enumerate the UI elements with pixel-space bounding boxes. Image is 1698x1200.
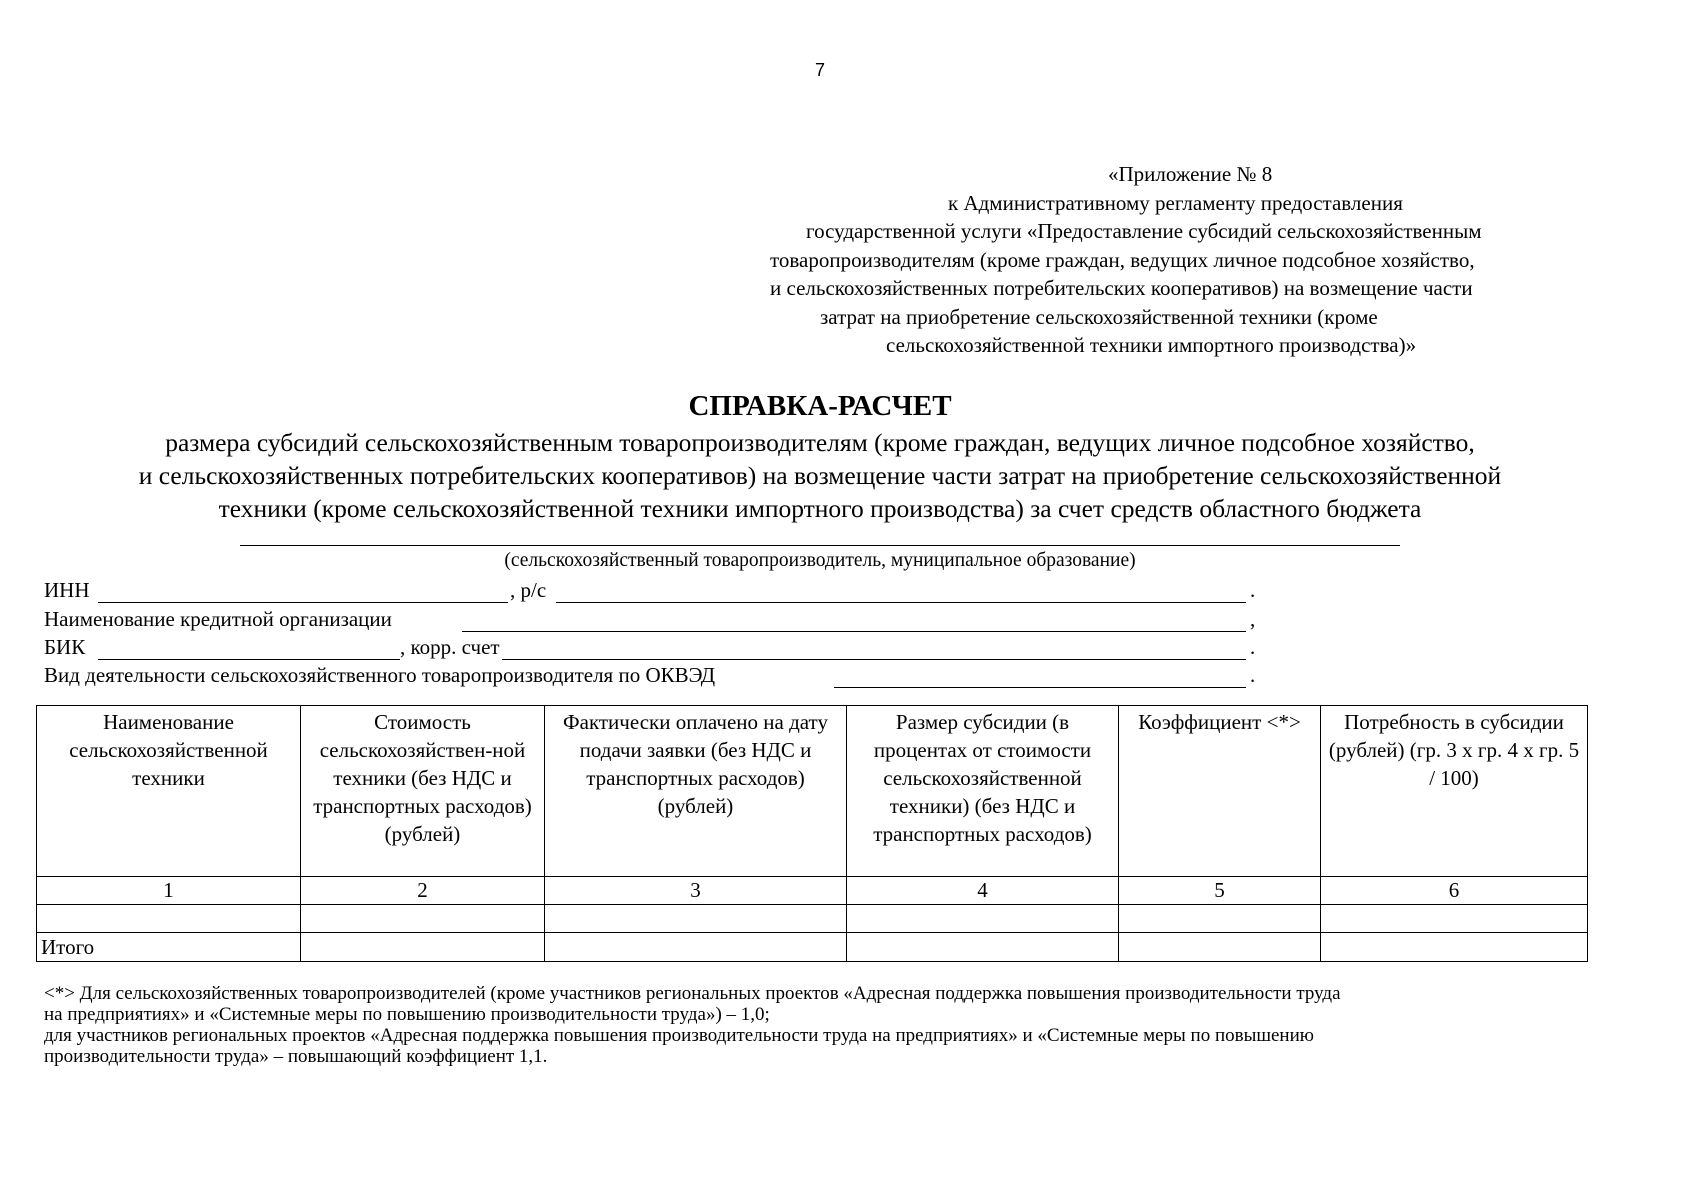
corr-label: , корр. счет <box>400 635 500 659</box>
okved-row <box>44 663 1274 691</box>
appendix-line: к Административному регламенту предоставления <box>948 190 1403 215</box>
footnote-line: для участников региональных проектов «Адресная поддержка повышения производительности труда на предприятиях» и «Системные меры по повышению <box>44 1025 1314 1046</box>
column-number: 5 <box>1119 877 1321 905</box>
corr-account-field[interactable] <box>502 659 1246 660</box>
column-number: 2 <box>301 877 545 905</box>
column-number: 4 <box>847 877 1119 905</box>
appendix-line: государственной услуги «Предоставление субсидий сельскохозяйственным <box>806 219 1482 243</box>
total-cell[interactable] <box>847 933 1119 962</box>
total-cell[interactable] <box>1119 933 1321 962</box>
page-number: 7 <box>814 60 825 80</box>
column-number-row <box>37 877 1588 905</box>
column-header: Потребность в субсидии (рублей) (гр. 3 х гр. 4 х гр. 5 / 100) <box>1321 706 1588 877</box>
column-header: Коэффициент <*> <box>1119 706 1321 877</box>
table-cell[interactable] <box>545 905 847 933</box>
column-number: 3 <box>545 877 847 905</box>
table-cell[interactable] <box>301 905 545 933</box>
subsidy-table <box>36 705 1588 962</box>
column-header: Стоимость сельскохозяйствен-ной техники (без НДС и транспортных расходов) (рублей) <box>301 706 545 877</box>
subtitle-line: и сельскохозяйственных потребительских кооперативов) на возмещение части затрат на приобретение сельскохозяйственной <box>138 461 1502 490</box>
inn-field[interactable] <box>98 602 508 603</box>
footnote-line: <*> Для сельскохозяйственных товаропроизводителей (кроме участников региональных проектов «Адресная поддержка повышения производительности труда <box>44 983 1341 1004</box>
bik-label: БИК <box>44 635 86 659</box>
appendix-line: сельскохозяйственной техники импортного производства)» <box>886 333 1417 357</box>
bik-field[interactable] <box>98 659 400 660</box>
table-cell[interactable] <box>847 905 1119 933</box>
bik-corr-row <box>44 635 1274 663</box>
line-end: , <box>1250 607 1256 631</box>
inn-rs-row <box>44 578 1274 606</box>
total-cell[interactable] <box>1321 933 1588 962</box>
total-row <box>37 933 1588 962</box>
table-cell[interactable] <box>1119 905 1321 933</box>
total-cell[interactable] <box>545 933 847 962</box>
appendix-line: и сельскохозяйственных потребительских кооперативов) на возмещение части <box>770 276 1473 300</box>
inn-label: ИНН <box>44 578 90 602</box>
okved-field[interactable] <box>834 687 1246 688</box>
column-number: 1 <box>37 877 301 905</box>
credit-org-field[interactable] <box>462 631 1246 632</box>
column-header: Размер субсидии (в процентах от стоимости сельскохозяйственной техники) (без НДС и транспортных расходов) <box>847 706 1119 877</box>
appendix-reference <box>740 160 1640 360</box>
document-title: СПРАВКА-РАСЧЕТ <box>688 390 952 422</box>
subtitle-line: размера субсидий сельскохозяйственным товаропроизводителям (кроме граждан, ведущих личное подсобное хозяйство, <box>165 428 1475 457</box>
total-cell[interactable] <box>301 933 545 962</box>
okved-label: Вид деятельности сельскохозяйственного товаропроизводителя по ОКВЭД <box>44 663 716 687</box>
appendix-line: затрат на приобретение сельскохозяйственной техники (кроме <box>820 304 1378 329</box>
column-number: 6 <box>1321 877 1588 905</box>
appendix-line: товаропроизводителям (кроме граждан, ведущих личное подсобное хозяйство, <box>770 247 1475 272</box>
table-cell[interactable] <box>37 905 301 933</box>
table-header-row <box>37 706 1588 877</box>
line-end: . <box>1250 578 1256 602</box>
credit-org-row <box>44 607 1274 635</box>
producer-caption: (сельскохозяйственный товаропроизводитель, муниципальное образование) <box>504 550 1136 571</box>
appendix-line: «Приложение № 8 <box>1108 162 1273 186</box>
total-label: Итого <box>37 933 301 962</box>
rs-label: , р/с <box>510 578 547 602</box>
footnote-line: на предприятиях» и «Системные меры по повышению производительности труда») – 1,0; <box>44 1004 770 1025</box>
column-header: Фактически оплачено на дату подачи заявки (без НДС и транспортных расходов) (рублей) <box>545 706 847 877</box>
line-end: . <box>1250 663 1256 687</box>
column-header: Наименование сельскохозяйственной техники <box>37 706 301 877</box>
table-cell[interactable] <box>1321 905 1588 933</box>
producer-fill-line[interactable] <box>240 545 1400 546</box>
footnote-line: производительности труда» – повышающий коэффициент 1,1. <box>44 1046 548 1067</box>
subtitle-line: техники (кроме сельскохозяйственной техники импортного производства) за счет средств областного бюджета <box>218 494 1422 523</box>
line-end: . <box>1250 635 1256 659</box>
footnote <box>44 983 1604 1067</box>
rs-field[interactable] <box>556 602 1246 603</box>
table-row <box>37 905 1588 933</box>
credit-org-label: Наименование кредитной организации <box>44 607 392 631</box>
document-subtitle <box>40 426 1600 525</box>
